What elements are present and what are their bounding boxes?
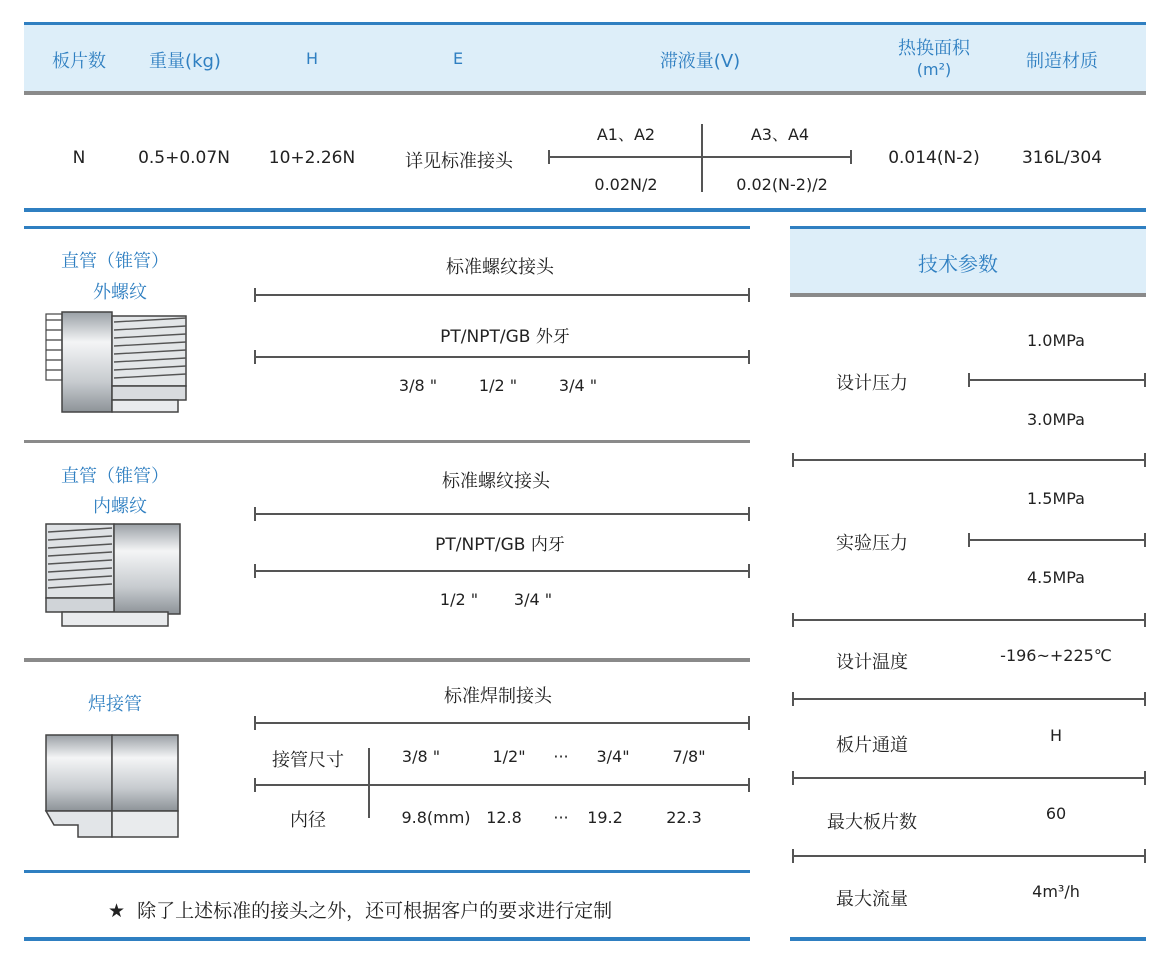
- conn2-heading: 标准螺纹接头: [442, 471, 550, 492]
- max-flow-label: 最大流量: [836, 889, 908, 910]
- footnote-top-border: [24, 870, 750, 873]
- spec-bottom-border: [24, 208, 1146, 212]
- tech-divider-1: [792, 459, 1146, 461]
- conn2-size-1: 3/4 ": [513, 590, 553, 609]
- tech-title: 技术参数: [918, 252, 998, 276]
- conn2-title-line2: 内螺纹: [93, 496, 147, 517]
- cell-material: 316L/304: [1021, 148, 1103, 168]
- cell-vol-a12-value: 0.02N/2: [594, 175, 658, 194]
- conn3-row2-value-1: 12.8: [486, 808, 522, 827]
- conn3-row1-value-4: 7/8": [672, 747, 706, 766]
- conn2-line-1: [254, 513, 750, 515]
- conn1-line-2: [254, 356, 750, 358]
- conn3-row1-value-1: 1/2": [492, 747, 526, 766]
- connections-top-border: [24, 226, 750, 229]
- conn3-row2-label: 内径: [290, 810, 326, 831]
- test-pressure-line: [968, 539, 1146, 541]
- conn3-row2-value-4: 22.3: [666, 808, 702, 827]
- header-area-line1: 热换面积: [898, 38, 970, 59]
- conn3-row1-value-3: 3/4": [596, 747, 630, 766]
- footnote: [108, 896, 748, 923]
- header-e: E: [452, 49, 464, 68]
- design-pressure-bottom: 3.0MPa: [1027, 410, 1085, 429]
- header-weight: 重量(kg): [149, 51, 221, 72]
- volume-bracket-line: [548, 156, 852, 158]
- conn3-row2-value-0: 9.8(mm): [401, 808, 471, 827]
- tech-divider-2: [792, 619, 1146, 621]
- header-material: 制造材质: [1026, 51, 1098, 72]
- tech-divider-5: [792, 855, 1146, 857]
- channel-value: H: [1049, 726, 1063, 745]
- conn1-bottom-divider: [24, 440, 750, 443]
- conn3-heading: 标准焊制接头: [444, 686, 552, 707]
- conn3-label-divider: [368, 748, 370, 818]
- conn3-row2-value-2: ···: [553, 808, 569, 827]
- footnote-text: 除了上述标准的接头之外，还可根据客户的要求进行定制: [137, 900, 613, 922]
- cell-plates: N: [72, 148, 86, 168]
- header-volume: 滞液量(V): [659, 51, 741, 72]
- conn3-line-2: [254, 784, 750, 786]
- cell-weight: 0.5+0.07N: [138, 148, 230, 168]
- conn3-row1-value-2: ···: [553, 747, 569, 766]
- conn3-row1-label: 接管尺寸: [272, 750, 344, 771]
- max-plates-value: 60: [1045, 804, 1067, 823]
- channel-label: 板片通道: [836, 735, 908, 756]
- conn3-row2-value-3: 19.2: [587, 808, 623, 827]
- cell-vol-a12-label: A1、A2: [596, 125, 656, 144]
- test-pressure-bottom: 4.5MPa: [1027, 568, 1085, 587]
- cell-vol-a34-value: 0.02(N-2)/2: [736, 175, 828, 194]
- conn2-bottom-divider: [24, 658, 750, 662]
- cell-h: 10+2.26N: [268, 148, 356, 168]
- weld-fitting-icon: [44, 733, 182, 839]
- conn1-subheading: PT/NPT/GB 外牙: [440, 327, 570, 347]
- conn1-heading: 标准螺纹接头: [446, 257, 554, 278]
- conn1-size-2: 3/4 ": [558, 376, 598, 395]
- female-thread-fitting-icon: [44, 522, 184, 630]
- tech-bottom-border: [790, 937, 1146, 941]
- design-temp-label: 设计温度: [836, 652, 908, 673]
- tech-divider-4: [792, 777, 1146, 779]
- header-area-line2: (m²): [916, 60, 952, 79]
- spec-header-divider: [24, 91, 1146, 95]
- header-plates: 板片数: [52, 51, 106, 72]
- conn3-title: 焊接管: [88, 694, 142, 715]
- footnote-bottom-border: [24, 937, 750, 941]
- test-pressure-top: 1.5MPa: [1027, 489, 1085, 508]
- test-pressure-label: 实验压力: [836, 533, 908, 554]
- header-h: H: [305, 49, 319, 68]
- design-pressure-label: 设计压力: [836, 373, 908, 394]
- cell-e: 详见标准接头: [405, 151, 513, 172]
- max-flow-value: 4m³/h: [1032, 882, 1080, 901]
- conn2-line-2: [254, 570, 750, 572]
- cell-vol-a34-label: A3、A4: [750, 125, 810, 144]
- volume-center-divider: [701, 124, 703, 192]
- conn1-size-0: 3/8 ": [398, 376, 438, 395]
- cell-area: 0.014(N-2): [888, 148, 980, 168]
- conn1-title-line2: 外螺纹: [93, 282, 147, 303]
- tech-divider-3: [792, 698, 1146, 700]
- design-pressure-line: [968, 379, 1146, 381]
- conn2-title-line1: 直管（锥管）: [61, 466, 169, 487]
- conn1-size-1: 1/2 ": [478, 376, 518, 395]
- conn2-subheading: PT/NPT/GB 内牙: [435, 535, 565, 555]
- max-plates-label: 最大板片数: [827, 812, 917, 833]
- star-icon: ★: [108, 900, 126, 922]
- conn3-row1-value-0: 3/8 ": [401, 747, 441, 766]
- conn2-size-0: 1/2 ": [439, 590, 479, 609]
- conn3-line-1: [254, 722, 750, 724]
- male-thread-fitting-icon: [44, 310, 194, 416]
- design-pressure-top: 1.0MPa: [1027, 331, 1085, 350]
- conn1-title-line1: 直管（锥管）: [61, 251, 169, 272]
- conn1-line-1: [254, 294, 750, 296]
- design-temp-value: -196~+225℃: [1000, 646, 1112, 665]
- tech-header-divider: [790, 293, 1146, 297]
